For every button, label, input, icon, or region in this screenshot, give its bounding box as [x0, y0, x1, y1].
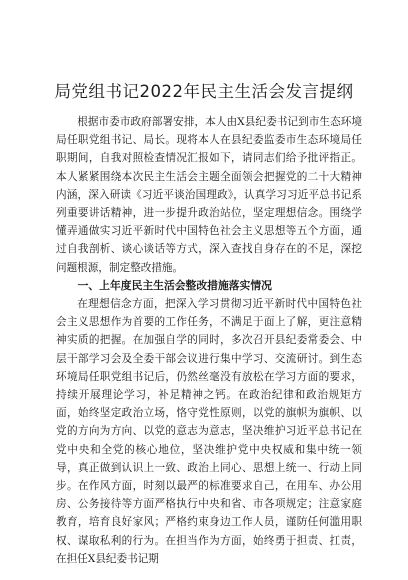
intro-paragraph: 根据市委市政府部署安排，本人由X县纪委书记到市生态环境局任职党组书记、局长。现将本人在县纪委监委市生态环境局任职期间，自我对照检查情况汇报如下，请同志们给予批评指正。本人紧紧围绕本次民主生活会主题全面领会把握党的二十大精神内涵，深入研读《习近平谈治国理政》，认真学习习近平总书记系列重要讲话精神，进一步提升政治站位，坚定理想信念。围绕学懂弄通做实习近平新时代中国特色社会主义思想等五个方面，通过自我剖析、谈心谈话等方式，深入查找自身存在的不足，深挖问题根源，制定整改措施。	[56, 116, 362, 274]
document-body	[56, 113, 362, 568]
document-title: 局党组书记2022年民主生活会发言提纲	[54, 82, 354, 101]
section-heading: 一、上年度民主生活会整改措施落实情况	[77, 278, 272, 292]
section-paragraph: 在理想信念方面，把深入学习贯彻习近平新时代中国特色社会主义思想作为首要的工作任务，不满足于面上了解，更注意精神实质的把握。在加强自学的同时，多次召开县纪委常委会、中层干部学习会及全委干部会议进行集中学习、交流研讨。到生态环境局任职党组书记后，仍然丝毫没有放松在学习方面的要求，持续开展理论学习，补足精神之钙。在政治纪律和政治规矩方面，始终坚定政治立场，恪守党性原则，以党的旗帜为旗帜、以党的方向为方向、以党的意志为意志，坚决维护习近平总书记在党中央和全党的核心地位，坚决维护党中央权威和集中统一领导，真正做到认识上一致、政治上同心、思想上统一、行动上同步。在作风方面，时刻以最严的标准要求自己，在用车、办公用房、公务接待等方面严格执行中央和省、市各项规定；注意家庭教育，培育良好家风；严格约束身边工作人员，谨防任何滥用职权、谋取私利的行为。在担当作为方面，始终勇于担责、扛责，在担任X县纪委书记期	[56, 298, 362, 565]
